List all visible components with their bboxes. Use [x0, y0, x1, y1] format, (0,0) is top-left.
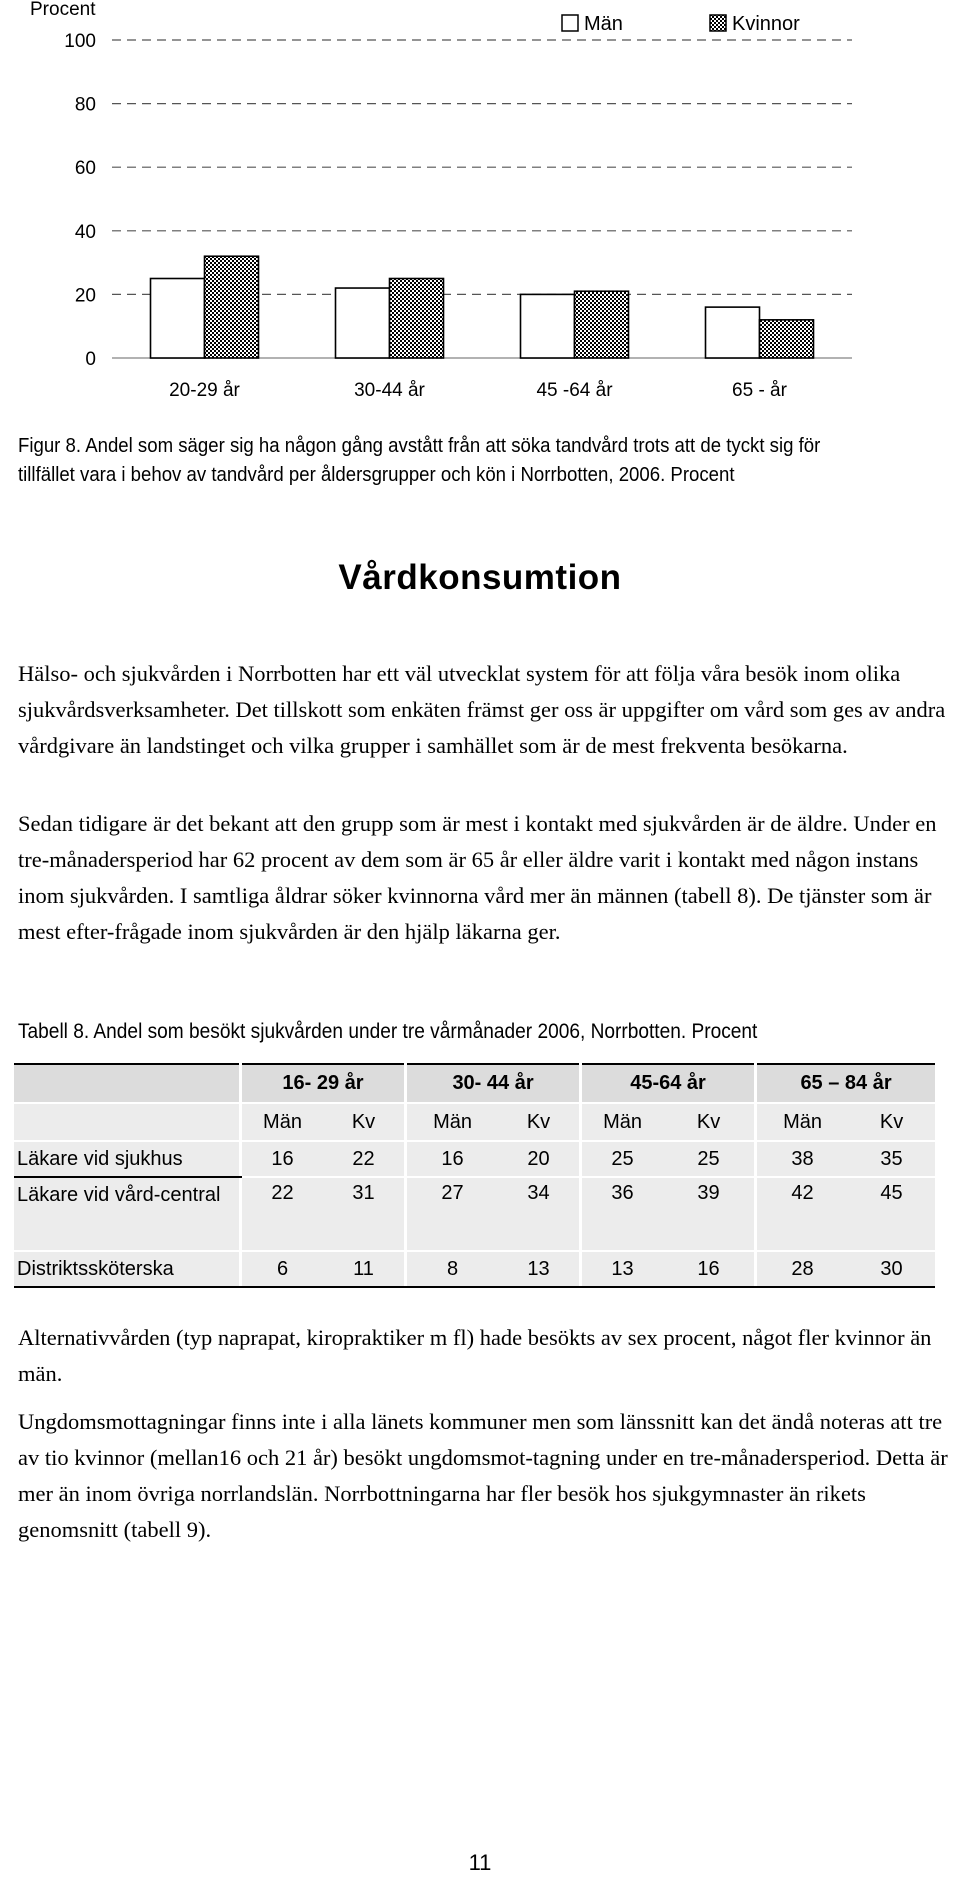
bar-man	[706, 307, 760, 358]
sex-header: Män	[582, 1103, 663, 1141]
bar-man	[336, 288, 390, 358]
bar-man	[151, 279, 205, 359]
y-tick-label: 40	[74, 221, 96, 243]
row-label: Läkare vid vård-central	[14, 1177, 239, 1251]
paragraph-1: Hälso- och sjukvården i Norrbotten har ett väl utvecklat system för att följa våra besök inom olika sjukvårdsverksamheter. Det tillskott som enkäten främst ger oss är uppgifter om vård som ges av andra vårdgivare än landstinget och vilka grupper i samhället som är de mest frekventa besökarna.	[18, 661, 946, 758]
table-cell: 8	[407, 1251, 498, 1287]
table-cell: 38	[757, 1141, 848, 1177]
sex-header: Män	[242, 1103, 323, 1141]
x-tick-label: 45 -64 år	[536, 380, 613, 401]
sex-header: Kv	[323, 1103, 404, 1141]
bar-kvinnor	[390, 279, 444, 359]
sex-header: Kv	[848, 1103, 935, 1141]
legend-swatch	[562, 15, 578, 31]
table-cell: 16	[663, 1251, 754, 1287]
table-cell: 13	[498, 1251, 579, 1287]
table-subheader-row	[14, 1103, 935, 1141]
table-row	[14, 1177, 935, 1251]
table-cell: 30	[848, 1251, 935, 1287]
x-tick-label: 65 - år	[732, 380, 787, 401]
y-tick-label: 100	[64, 31, 96, 52]
chart-bars	[151, 256, 814, 358]
table-cell: 25	[663, 1141, 754, 1177]
table-cell: 11	[323, 1251, 404, 1287]
figure-caption: Figur 8. Andel som säger sig ha någon gång avstått från att söka tandvård trots att de tyckt sig för tillfället vara i behov av tandvård per åldersgrupper och kön i Norrbotten, 2006. Procent	[18, 435, 821, 486]
table-cell: 36	[582, 1177, 663, 1251]
table-cell: 6	[242, 1251, 323, 1287]
table-cell: 16	[242, 1141, 323, 1177]
table-cell: 45	[848, 1177, 935, 1251]
page-number: 11	[468, 1850, 492, 1875]
table-header-row	[14, 1064, 935, 1103]
x-tick-label: 20-29 år	[169, 380, 240, 401]
header-blank	[14, 1064, 239, 1103]
age-group-header: 16- 29 år	[242, 1064, 404, 1103]
bar-kvinnor	[575, 291, 629, 358]
bar-man	[521, 294, 575, 358]
table-row	[14, 1141, 935, 1177]
table-cell: 34	[498, 1177, 579, 1251]
age-group-header: 30- 44 år	[407, 1064, 579, 1103]
table-cell: 35	[848, 1141, 935, 1177]
table-cell: 28	[757, 1251, 848, 1287]
row-label: Läkare vid sjukhus	[14, 1141, 239, 1177]
y-axis-unit-label: Procent	[30, 0, 96, 20]
table-cell: 39	[663, 1177, 754, 1251]
y-tick-label: 20	[74, 285, 96, 307]
age-group-header: 45-64 år	[582, 1064, 754, 1103]
bar-kvinnor	[760, 320, 814, 358]
bar-chart	[0, 0, 960, 410]
table-cell: 25	[582, 1141, 663, 1177]
sex-header: Män	[407, 1103, 498, 1141]
table-cell: 13	[582, 1251, 663, 1287]
legend-label: Kvinnor	[732, 13, 800, 35]
chart-legend	[562, 13, 800, 35]
row-label: Distriktssköterska	[14, 1251, 239, 1287]
x-tick-label: 30-44 år	[354, 380, 425, 401]
paragraph-3: Alternativvården (typ naprapat, kiropraktiker m fl) hade besökts av sex procent, något fler kvinnor än män.	[18, 1325, 932, 1386]
table-cell: 22	[242, 1177, 323, 1251]
y-tick-label: 60	[74, 158, 96, 180]
legend-swatch	[710, 15, 726, 31]
data-table	[14, 1063, 935, 1288]
sex-header: Kv	[663, 1103, 754, 1141]
table-8	[14, 1063, 934, 1288]
bar-kvinnor	[205, 256, 259, 358]
table-cell: 31	[323, 1177, 404, 1251]
age-group-header: 65 – 84 år	[757, 1064, 935, 1103]
table-caption: Tabell 8. Andel som besökt sjukvården under tre vårmånader 2006, Norrbotten. Procent	[18, 1020, 758, 1043]
paragraph-2: Sedan tidigare är det bekant att den grupp som är mest i kontakt med sjukvården är de äldre. Under en tre-månadersperiod har 62 procent av dem som är 65 år eller äldre varit i kontakt med någon instans inom sjukvården. I samtliga åldrar söker kvinnorna vård mer än männen (tabell 8). De tjänster som är mest efter-frågade inom sjukvården är den hjälp läkarna ger.	[18, 811, 937, 944]
y-tick-label: 0	[85, 349, 96, 370]
table-cell: 16	[407, 1141, 498, 1177]
sex-header: Män	[757, 1103, 848, 1141]
legend-label: Män	[584, 13, 623, 35]
sex-header: Kv	[498, 1103, 579, 1141]
paragraph-4: Ungdomsmottagningar finns inte i alla länets kommuner men som länssnitt kan det ändå noteras att tre av tio kvinnor (mellan16 och 21 år) besökt ungdomsmot-tagning under en tre-månadersperiod. Detta är mer än inom övriga norrlandslän. Norrbottningarna har fler besök hos sjukgymnaster än rikets genomsnitt (tabell 9).	[18, 1409, 948, 1542]
section-heading: Vårdkonsumtion	[338, 558, 622, 597]
table-cell: 20	[498, 1141, 579, 1177]
table-cell: 22	[323, 1141, 404, 1177]
y-tick-label: 80	[74, 94, 96, 116]
table-row	[14, 1251, 935, 1287]
table-cell: 42	[757, 1177, 848, 1251]
table-cell: 27	[407, 1177, 498, 1251]
